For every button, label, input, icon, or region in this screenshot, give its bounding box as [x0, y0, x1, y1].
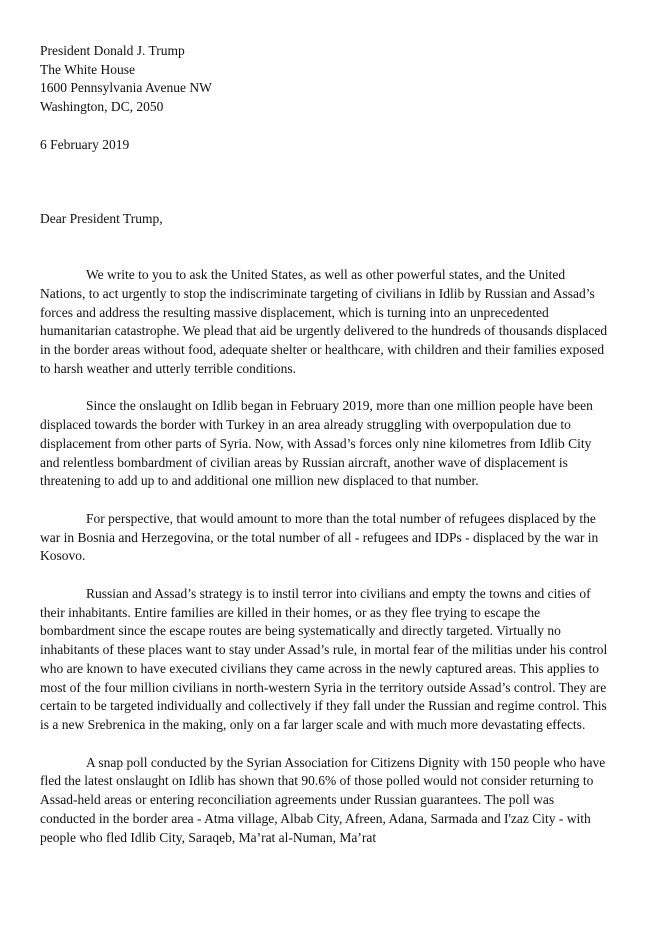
salutation: Dear President Trump, [40, 211, 163, 226]
letter-body [40, 266, 610, 866]
address-line-city: Washington, DC, 2050 [40, 98, 164, 114]
paragraph-2: Since the onslaught on Idlib began in February 2019, more than one million people have been displaced towards the border with Turkey in an area already struggling with overpopulation due to displacement from other parts of Syria. Now, with Assad’s forces only nine kilometres from Idlib City and relentless bombardment of civilian areas by Russian aircraft, another wave of displacement is threatening to add up to and additional one million new displaced to that number. [40, 398, 593, 489]
address-line-building: The White House [40, 61, 135, 77]
recipient-address [40, 42, 212, 116]
paragraph-5: A snap poll conducted by the Syrian Association for Citizens Dignity with 150 people who have fled the latest onslaught on Idlib has shown that 90.6% of those polled would not consider returning to Assad-held areas or entering reconciliation agreements under Russian guarantees. The poll was conducted in the border area - Atma village, Albab City, Afreen, Adana, Sarmada and I'zaz City - with people who fled Idlib City, Saraqeb, Ma’rat al-Numan, Ma’rat [40, 754, 606, 845]
address-line-name: President Donald J. Trump [40, 43, 185, 58]
address-line-street: 1600 Pennsylvania Avenue NW [40, 80, 212, 95]
paragraph-1: We write to you to ask the United States, as well as other powerful states, and the United Nations, to act urgently to stop the indiscriminate targeting of civilians in Idlib by Russian and Assad’s forces and address the resulting massive displacement, which is turning into an unprecedented humanitarian catastrophe. We plead that aid be urgently delivered to the hundreds of thousands displaced in the border areas without food, adequate shelter or healthcare, with children and their families exposed to harsh weather and utterly terrible conditions. [40, 267, 608, 376]
paragraph-3: For perspective, that would amount to more than the total number of refugees displaced by the war in Bosnia and Herzegovina, or the total number of all - refugees and IDPs - displaced by the war in Kosovo. [40, 510, 599, 564]
letter-date: 6 February 2019 [40, 137, 130, 152]
paragraph-4: Russian and Assad’s strategy is to instil terror into civilians and empty the towns and cities of their inhabitants. Entire families are killed in their homes, or as they flee trying to escape the bombardment since the escape routes are being systematically and directly targeted. Virtually no inhabitants of these places want to stay under Assad’s rule, in mortal fear of the militias under his control who are known to have executed civilians they came across in the newly captured areas. This applies to most of the four million civilians in north-western Syria in the territory outside Assad’s control. They are certain to be targeted individually and collectively if they fall under the Russian and regime control. This is a new Srebrenica in the making, only on a far larger scale and with much more devastating effects. [40, 585, 608, 732]
